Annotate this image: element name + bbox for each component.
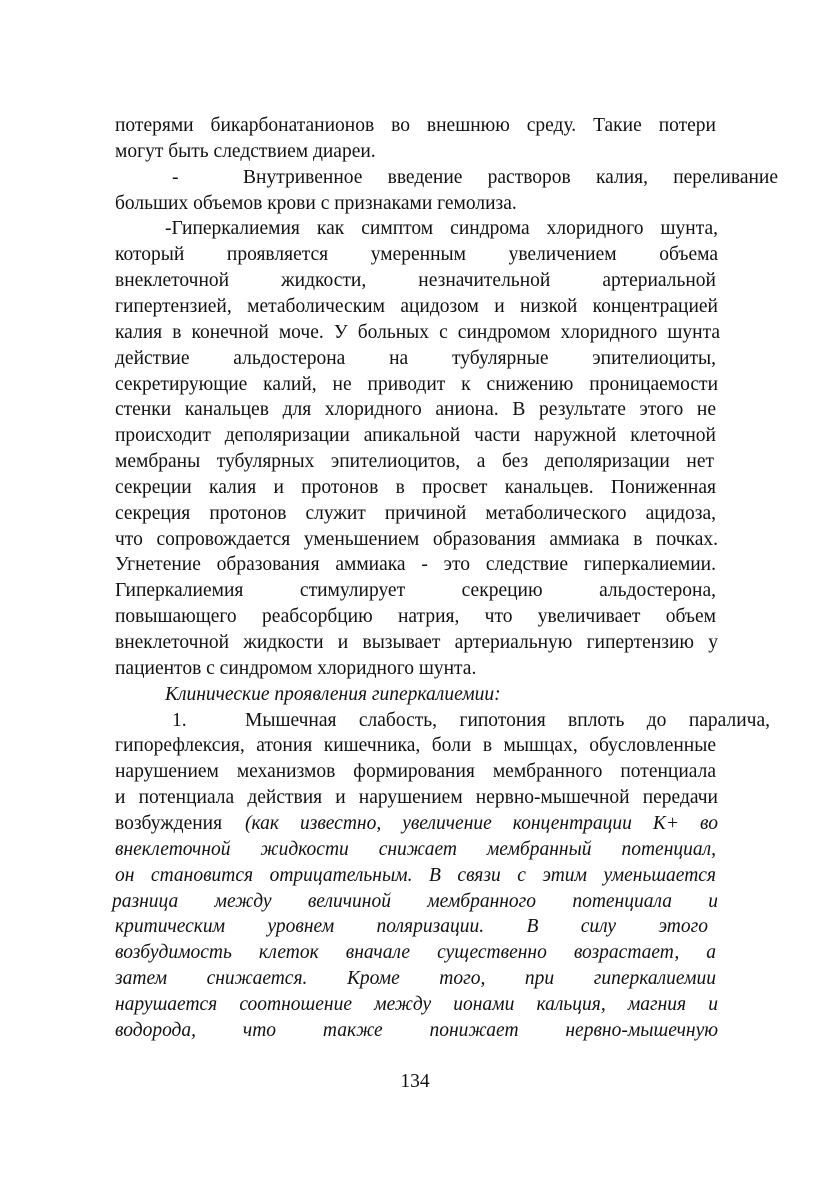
text-line: Мышечная слабость, гипотония вплоть до паралича, [245, 710, 770, 731]
text-line: повышающего реабсорбцию натрия, что увеличивает объем [115, 606, 716, 627]
text-line: Внутривенное введение растворов калия, переливание [243, 167, 778, 188]
italic-text-line: внеклеточной жидкости снижает мембранный потенциал, [115, 839, 716, 860]
italic-text-line: критическим уровнем поляризации. В силу этого [115, 916, 708, 937]
text-line: гипорефлексия, атония кишечника, боли в мышцах, обусловленные [115, 735, 716, 756]
text-line: Гиперкалиемия стимулирует секрецию альдостерона, [115, 580, 716, 601]
text-line: секретирующие калий, не приводит к снижению проницаемости [115, 374, 718, 395]
text-line: происходит деполяризации апикальной части наружной клеточной [115, 425, 716, 446]
list-number: 1. [172, 710, 187, 731]
text-line: Угнетение образования аммиака - это следствие гиперкалиемии. [115, 554, 716, 575]
text-line: секреции калия и протонов в просвет канальцев. Пониженная [115, 477, 716, 498]
text-line: могут быть следствием диареи. [115, 141, 376, 162]
text-line: нарушением механизмов формирования мембранного потенциала [115, 761, 716, 782]
italic-text-line: затем снижается. Кроме того, при гиперкалиемии [115, 968, 716, 989]
text-line: действие альдостерона на тубулярные эпителиоциты, [115, 348, 716, 369]
text-line: который проявляется умеренным увеличением объема [115, 244, 718, 265]
text-line: калия в конечной моче. У больных с синдромом хлоридного шунта [115, 322, 720, 343]
text-line: -Гиперкалиемия как симптом синдрома хлоридного шунта, [165, 218, 718, 239]
text-line: гипертензией, метаболическим ацидозом и низкой концентрацией [115, 296, 718, 317]
list-dash: - [172, 167, 179, 188]
text-line: пациентов с синдромом хлоридного шунта. [115, 658, 477, 679]
italic-text-line: нарушается соотношение между ионами кальция, магния и [115, 994, 718, 1015]
italic-text-line: водорода, что также понижает нервно-мышечную [115, 1020, 718, 1041]
text-line: больших объемов крови с признаками гемолиза. [115, 193, 517, 214]
text-line: внеклеточной жидкости, незначительной артериальной [115, 270, 716, 291]
text-line: потерями бикарбонатанионов во внешнюю среду. Такие потери [115, 115, 716, 136]
text-line: стенки канальцев для хлоридного аниона. В результате этого не [115, 399, 716, 420]
page-number: 134 [400, 1071, 430, 1092]
italic-text-line: возбудимость клеток вначале существенно возрастает, а [115, 942, 716, 963]
italic-text-line: он становится отрицательным. В связи с этим уменьшается [115, 865, 716, 886]
italic-text-line: разница между величиной мембранного потенциала и [112, 891, 718, 912]
text-line: и потенциала действия и нарушением нервно-мышечной передачи [115, 787, 718, 808]
text-line: что сопровождается уменьшением образования аммиака в почках. [115, 529, 718, 550]
text-line: мембраны тубулярных эпителиоцитов, а без деполяризации нет [115, 451, 714, 472]
text-line: секреция протонов служит причиной метаболического ацидоза, [115, 503, 716, 524]
text-line: возбуждения [115, 813, 223, 834]
text-line: внеклеточной жидкости и вызывает артериальную гипертензию у [115, 632, 718, 653]
section-heading: Клинические проявления гиперкалиемии: [165, 684, 501, 705]
italic-text-line: (как известно, увеличение концентрации K+ во [245, 813, 718, 834]
